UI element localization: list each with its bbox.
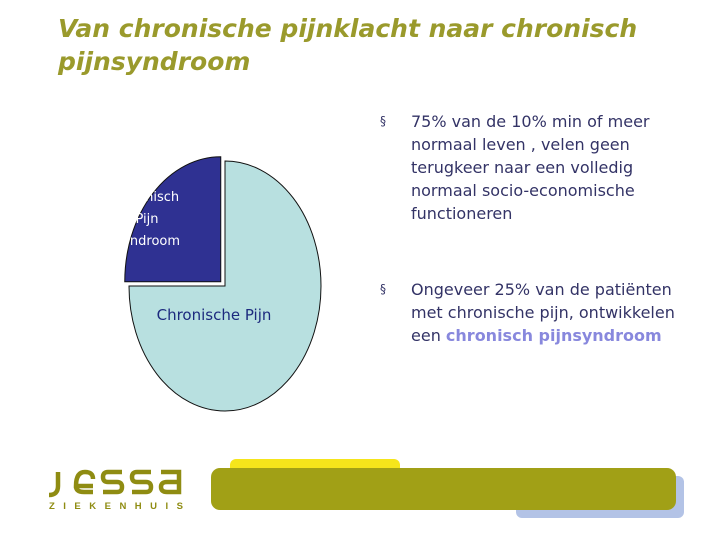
bullet-marker-icon: § bbox=[380, 114, 386, 128]
pie-label-syndroom-line1: Chronisch bbox=[114, 190, 180, 205]
jessa-logo bbox=[48, 462, 188, 512]
bullet-item-2-highlight: chronisch pijnsyndroom bbox=[445, 326, 662, 345]
footer-bar-olive bbox=[211, 468, 676, 510]
title-line-1: Van chronische pijnklacht naar chronisch bbox=[58, 14, 638, 43]
bullet-item-2 bbox=[378, 278, 678, 347]
pie-label-chronische-pijn: Chronische Pijn bbox=[156, 306, 272, 324]
bullet-item-1 bbox=[378, 110, 678, 225]
title-line-2: pijnsyndroom bbox=[58, 47, 251, 76]
slide-title bbox=[58, 12, 698, 78]
bullet-item-1-text: 75% van de 10% min of meer normaal leven , velen geen terugkeer naar een volledig normaal socio-economische functioneren bbox=[411, 112, 650, 223]
logo-subtitle: ZIEKENHUIS bbox=[49, 501, 183, 512]
bullet-list bbox=[378, 110, 678, 347]
pie-label-syndroom-line2: Pijn bbox=[135, 212, 159, 227]
pie-label-syndroom bbox=[104, 187, 190, 253]
pie-label-syndroom-line3: Syndroom bbox=[113, 234, 181, 249]
bullet-item-2-text: Ongeveer 25% van de patiënten met chronische pijn, ontwikkelen een bbox=[411, 280, 675, 345]
bullet-marker-icon: § bbox=[380, 282, 386, 296]
